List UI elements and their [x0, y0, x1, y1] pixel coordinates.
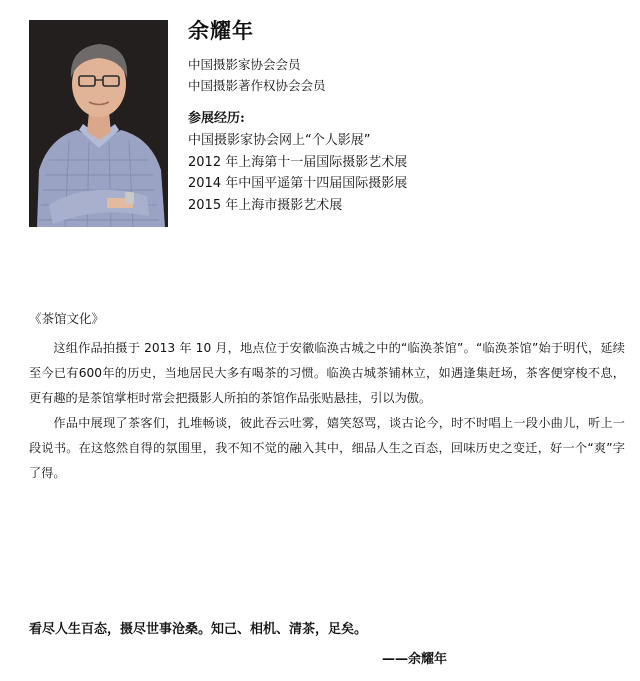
- article-paragraph: 这组作品拍摄于 2013 年 10 月，地点位于安徽临涣古城之中的“临涣茶馆”。“临涣茶馆”始于明代，延续至今已有600年的历史，当地居民大多有喝茶的习惯。临涣古城茶铺林立，如遇逢集赶场，茶客便穿梭不息，更有趣的是茶馆掌柜时常会把摄影人所拍的茶馆作品张贴悬挂，引以为傲。: [29, 341, 625, 405]
- exhibition-item: 2012 年上海第十一届国际摄影艺术展: [188, 154, 408, 170]
- article-section: [29, 307, 625, 486]
- membership-item: 中国摄影著作权协会会员: [188, 78, 326, 93]
- author-portrait: [29, 20, 168, 227]
- quote-text: 看尽人生百态，摄尽世事沧桑。知己、相机、清茶，足矣。: [29, 622, 368, 637]
- article-title: 《茶馆文化》: [29, 311, 105, 326]
- portrait-illustration: [29, 20, 168, 227]
- author-name: 余耀年: [188, 19, 254, 43]
- exhibition-item: 中国摄影家协会网上“个人影展”: [188, 133, 371, 148]
- closing-quote: [29, 618, 625, 672]
- article-paragraph: 作品中展现了茶客们，扎堆畅谈，彼此吞云吐雾，嬉笑怒骂，谈古论今，时不时唱上一段小曲儿，听上一段说书。在这悠然自得的氛围里，我不知不觉的融入其中，细品人生之百态，回味历史之变迁，好一个“爽”字了得。: [29, 416, 625, 480]
- membership-item: 中国摄影家协会会员: [188, 57, 301, 72]
- exhibition-item: 2015 年上海市摄影艺术展: [188, 197, 343, 213]
- exhibitions-heading: 参展经历:: [188, 111, 245, 126]
- exhibition-item: 2014 年中国平遥第十四届国际摄影展: [188, 176, 408, 191]
- quote-signature: ——余耀年: [382, 652, 448, 667]
- author-profile: [188, 14, 618, 216]
